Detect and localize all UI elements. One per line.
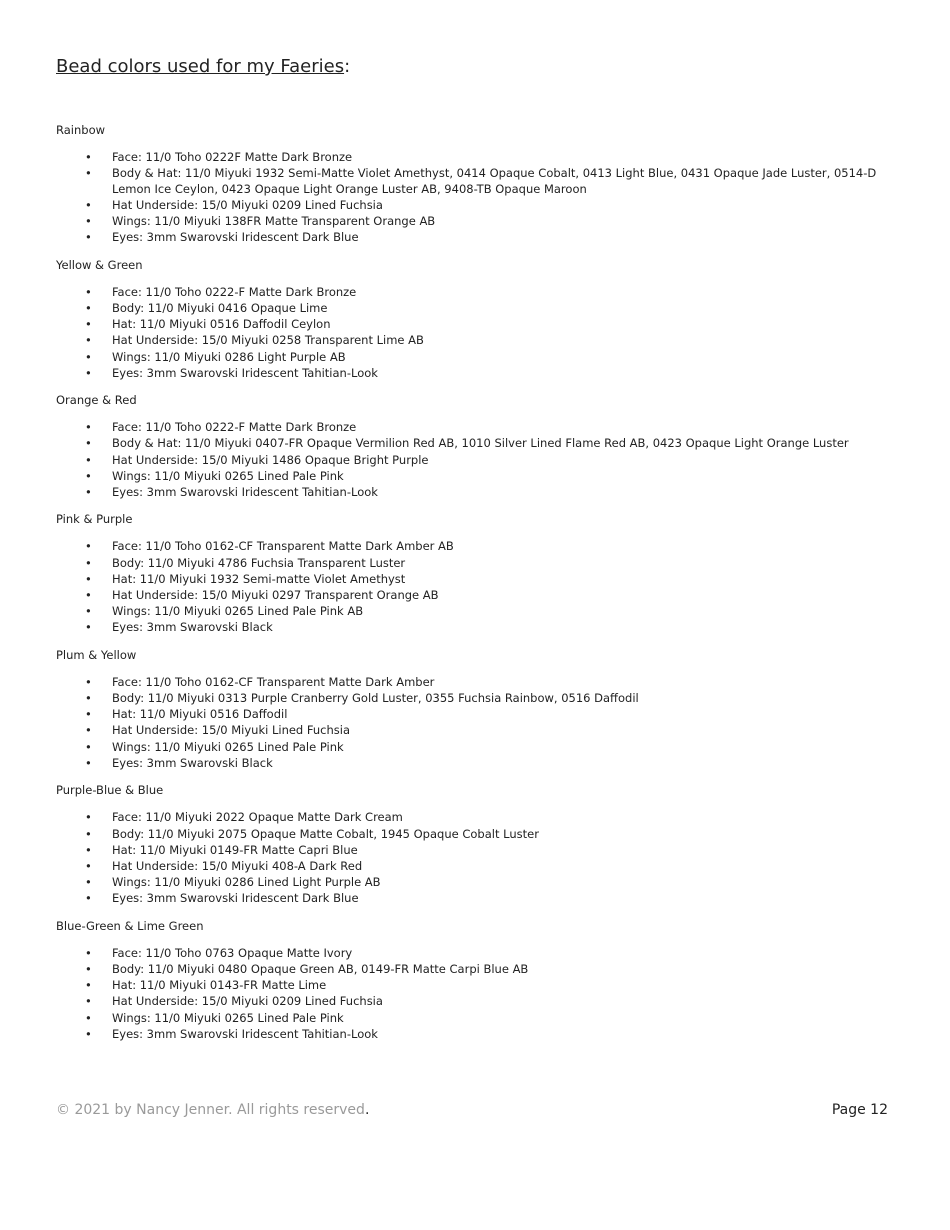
list-item: • Wings: 11/0 Miyuki 0265 Lined Pale Pink AB: [112, 604, 892, 620]
list-item: • Hat Underside: 15/0 Miyuki Lined Fuchsia: [112, 723, 892, 739]
list-item: • Eyes: 3mm Swarovski Iridescent Tahitian-Look: [112, 366, 892, 382]
list-item: • Hat: 11/0 Miyuki 0149-FR Matte Capri Blue: [112, 843, 892, 859]
list-item: • Wings: 11/0 Miyuki 0265 Lined Pale Pink: [112, 740, 892, 756]
section-heading: Orange & Red: [56, 393, 137, 408]
list-item: • Eyes: 3mm Swarovski Iridescent Dark Blue: [112, 230, 892, 246]
section-pink-purple: [56, 511, 892, 635]
section-purple-blue-blue: [56, 782, 892, 906]
document-page: [56, 54, 892, 1053]
bead-list: [56, 150, 892, 246]
list-item: • Hat Underside: 15/0 Miyuki 408-A Dark Red: [112, 859, 892, 875]
list-item: • Hat: 11/0 Miyuki 0516 Daffodil: [112, 707, 892, 723]
page-footer: [56, 1100, 888, 1120]
list-item: • Eyes: 3mm Swarovski Iridescent Tahitian-Look: [112, 1027, 892, 1043]
section-heading: Purple-Blue & Blue: [56, 783, 164, 798]
copyright-notice: © 2021 by Nancy Jenner. All rights reserved: [56, 1102, 365, 1118]
list-item: • Hat: 11/0 Miyuki 1932 Semi-matte Violet Amethyst: [112, 572, 892, 588]
list-item: • Body: 11/0 Miyuki 2075 Opaque Matte Cobalt, 1945 Opaque Cobalt Luster: [112, 827, 892, 843]
list-item: • Hat Underside: 15/0 Miyuki 0209 Lined Fuchsia: [112, 198, 892, 214]
list-item: • Hat: 11/0 Miyuki 0516 Daffodil Ceylon: [112, 317, 892, 333]
list-item: • Body: 11/0 Miyuki 0416 Opaque Lime: [112, 301, 892, 317]
list-item: • Wings: 11/0 Miyuki 0265 Lined Pale Pink: [112, 469, 892, 485]
list-item: • Face: 11/0 Miyuki 2022 Opaque Matte Dark Cream: [112, 810, 892, 826]
list-item: • Wings: 11/0 Miyuki 0286 Light Purple AB: [112, 350, 892, 366]
page-number: Page 12: [831, 1102, 888, 1118]
section-plum-yellow: [56, 647, 892, 771]
copyright-period: .: [364, 1102, 370, 1118]
list-item: • Body & Hat: 11/0 Miyuki 1932 Semi-Matte Violet Amethyst, 0414 Opaque Cobalt, 0413 Light Blue, 0431 Opaque Jade Luster, 0514-D Lemon Ice Ceylon, 0423 Opaque Light Orange Luster AB, 9408-TB Opaque Maroon: [112, 166, 892, 197]
section-blue-green-lime-green: [56, 918, 892, 1042]
section-orange-red: [56, 392, 892, 500]
list-item: • Body: 11/0 Miyuki 4786 Fuchsia Transparent Luster: [112, 556, 892, 572]
bead-color-sections: [56, 122, 892, 1042]
bead-list: [56, 946, 892, 1042]
list-item: • Eyes: 3mm Swarovski Black: [112, 620, 892, 636]
list-item: • Face: 11/0 Toho 0763 Opaque Matte Ivory: [112, 946, 892, 962]
list-item: • Body: 11/0 Miyuki 0313 Purple Cranberry Gold Luster, 0355 Fuchsia Rainbow, 0516 Daffodil: [112, 691, 892, 707]
list-item: • Hat Underside: 15/0 Miyuki 0258 Transparent Lime AB: [112, 333, 892, 349]
section-heading: Yellow & Green: [56, 257, 143, 272]
page-title: [56, 54, 892, 80]
section-heading: Pink & Purple: [56, 512, 133, 527]
bead-list: [56, 675, 892, 771]
bead-list: [56, 539, 892, 635]
list-item: • Face: 11/0 Toho 0222-F Matte Dark Bronze: [112, 285, 892, 301]
bead-list: [56, 420, 892, 500]
list-item: • Body: 11/0 Miyuki 0480 Opaque Green AB, 0149-FR Matte Carpi Blue AB: [112, 962, 892, 978]
list-item: • Body & Hat: 11/0 Miyuki 0407-FR Opaque Vermilion Red AB, 1010 Silver Lined Flame Red AB, 0423 Opaque Light Orange Luster: [112, 436, 892, 452]
list-item: • Hat: 11/0 Miyuki 0143-FR Matte Lime: [112, 978, 892, 994]
list-item: • Wings: 11/0 Miyuki 138FR Matte Transparent Orange AB: [112, 214, 892, 230]
list-item: • Eyes: 3mm Swarovski Iridescent Dark Blue: [112, 891, 892, 907]
section-heading: Rainbow: [56, 123, 106, 137]
list-item: • Face: 11/0 Toho 0222-F Matte Dark Bronze: [112, 420, 892, 436]
list-item: • Face: 11/0 Toho 0162-CF Transparent Matte Dark Amber: [112, 675, 892, 691]
list-item: • Hat Underside: 15/0 Miyuki 0209 Lined Fuchsia: [112, 994, 892, 1010]
bead-list: [56, 285, 892, 381]
section-heading: Plum & Yellow: [56, 647, 137, 662]
section-yellow-green: [56, 257, 892, 381]
page-title-colon: :: [344, 56, 351, 77]
section-heading: Blue-Green & Lime Green: [56, 918, 204, 933]
list-item: • Eyes: 3mm Swarovski Black: [112, 756, 892, 772]
list-item: • Face: 11/0 Toho 0222F Matte Dark Bronze: [112, 150, 892, 166]
section-rainbow: [56, 122, 892, 246]
list-item: • Hat Underside: 15/0 Miyuki 1486 Opaque Bright Purple: [112, 453, 892, 469]
list-item: • Wings: 11/0 Miyuki 0286 Lined Light Purple AB: [112, 875, 892, 891]
page-title-text: Bead colors used for my Faeries: [56, 56, 345, 77]
list-item: • Wings: 11/0 Miyuki 0265 Lined Pale Pink: [112, 1011, 892, 1027]
list-item: • Hat Underside: 15/0 Miyuki 0297 Transparent Orange AB: [112, 588, 892, 604]
list-item: • Face: 11/0 Toho 0162-CF Transparent Matte Dark Amber AB: [112, 539, 892, 555]
bead-list: [56, 810, 892, 906]
list-item: • Eyes: 3mm Swarovski Iridescent Tahitian-Look: [112, 485, 892, 501]
